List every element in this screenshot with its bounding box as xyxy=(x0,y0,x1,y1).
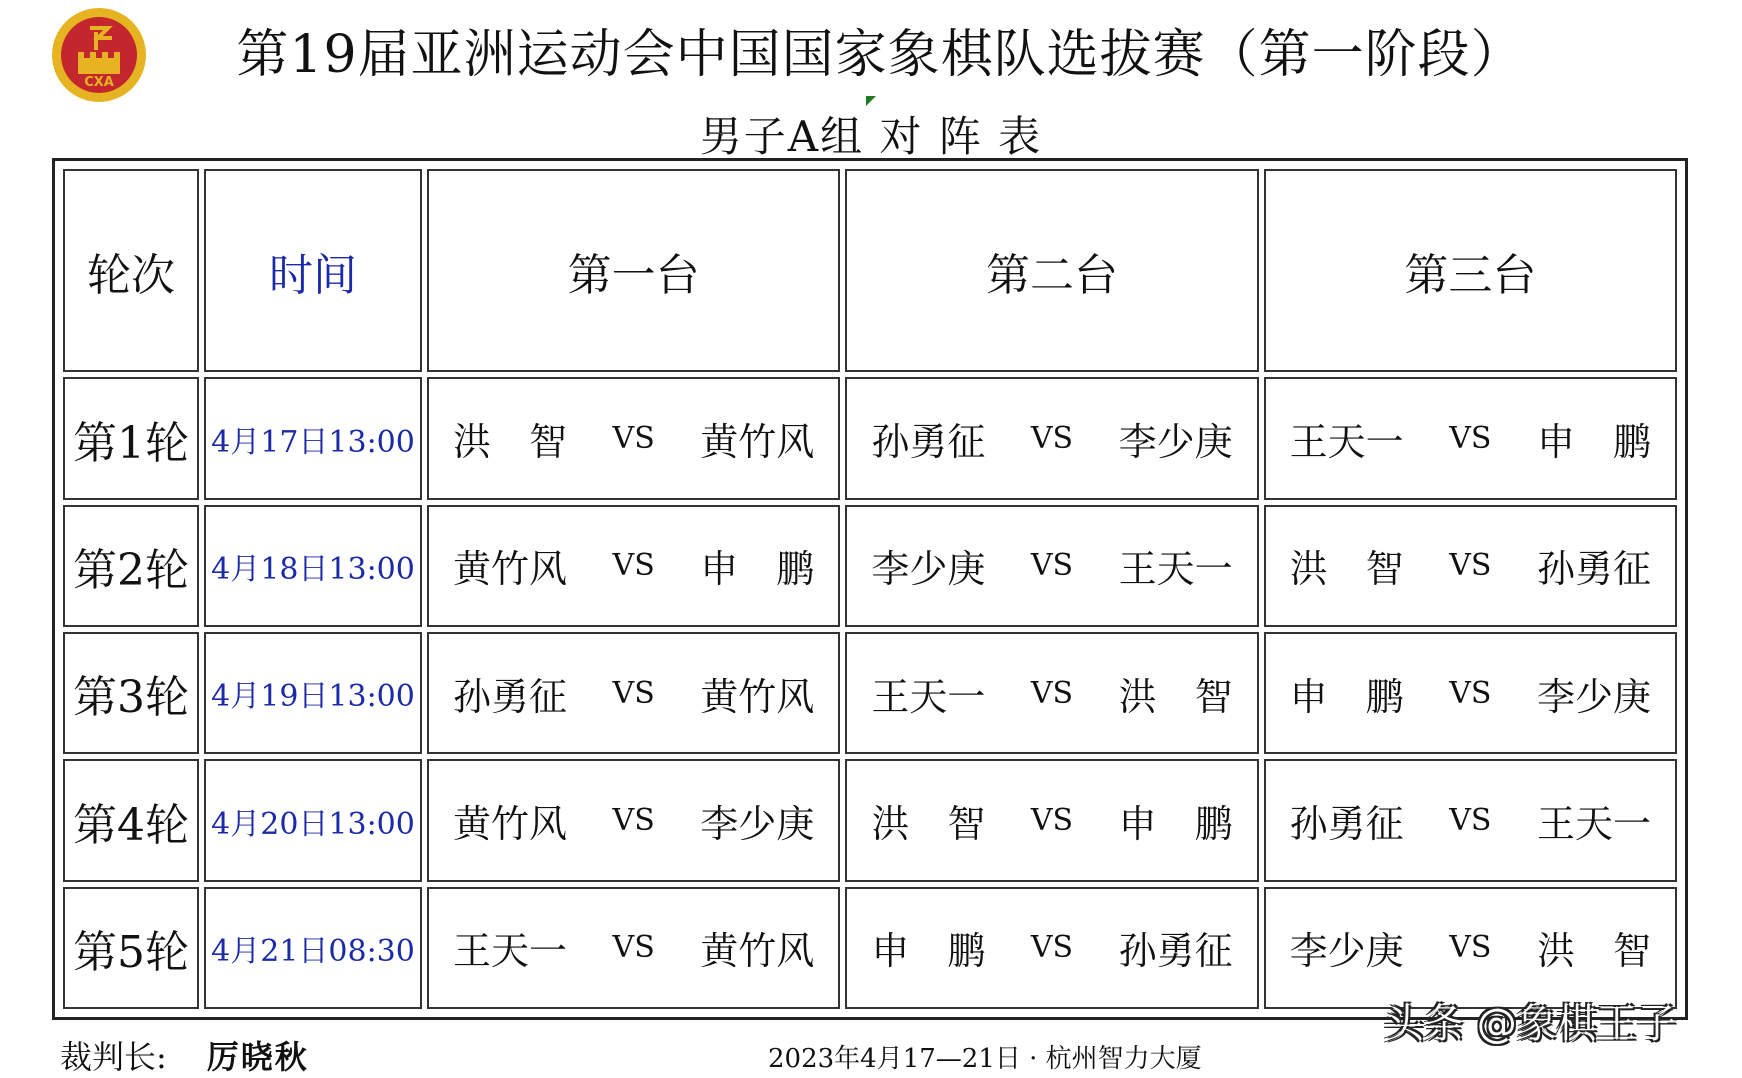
matchup xyxy=(429,920,838,975)
column-header-round: 轮次 xyxy=(63,169,199,372)
player-black: 王天一 xyxy=(1536,802,1651,847)
date-location: 2023年4月17—21日 · 杭州智力大厦 xyxy=(768,1044,1202,1074)
board2-cell xyxy=(845,887,1258,1009)
matchup xyxy=(1266,538,1675,593)
board3-cell xyxy=(1264,759,1677,881)
time-cell: 4月18日13:00 xyxy=(204,505,422,627)
watermark: 头条 @象棋王子 xyxy=(1384,1001,1677,1047)
board3-cell xyxy=(1264,632,1677,754)
cxa-logo xyxy=(50,6,148,104)
vs-label: VS xyxy=(1449,930,1492,966)
vs-label: VS xyxy=(1449,548,1492,584)
table-row xyxy=(63,505,1677,627)
player-black: 申 鹏 xyxy=(700,547,815,592)
table-header-row xyxy=(63,169,1677,372)
column-header-time: 时间 xyxy=(204,169,422,372)
player-red: 黄竹风 xyxy=(453,802,568,847)
player-black: 洪 智 xyxy=(1536,929,1651,974)
column-header-board2: 第二台 xyxy=(845,169,1258,372)
player-red: 洪 智 xyxy=(1289,547,1404,592)
player-red: 申 鹏 xyxy=(1289,674,1404,719)
board1-cell xyxy=(427,505,840,627)
player-red: 李少庚 xyxy=(871,547,986,592)
player-red: 黄竹风 xyxy=(453,547,568,592)
player-red: 王天一 xyxy=(1289,420,1404,465)
schedule-table xyxy=(58,164,1682,1014)
player-black: 黄竹风 xyxy=(700,420,815,465)
player-black: 李少庚 xyxy=(1536,674,1651,719)
player-black: 黄竹风 xyxy=(700,674,815,719)
time-cell: 4月17日13:00 xyxy=(204,377,422,499)
vs-label: VS xyxy=(1449,675,1492,711)
player-black: 申 鹏 xyxy=(1118,802,1233,847)
time-cell: 4月21日08:30 xyxy=(204,887,422,1009)
page-title: 第19届亚洲运动会中国国家象棋队选拔赛（第一阶段） xyxy=(236,25,1524,85)
time-cell: 4月20日13:00 xyxy=(204,759,422,881)
vs-label: VS xyxy=(612,675,655,711)
round-cell: 第3轮 xyxy=(63,632,199,754)
player-red: 孙勇征 xyxy=(453,674,568,719)
vs-label: VS xyxy=(612,930,655,966)
matchup xyxy=(847,793,1256,848)
page-subtitle: 男子A组 对 阵 表 xyxy=(699,112,1043,161)
referee-name: 厉晓秋 xyxy=(206,1038,309,1076)
vs-label: VS xyxy=(1030,803,1074,839)
board2-cell xyxy=(845,759,1258,881)
vs-label: VS xyxy=(1030,421,1074,457)
board1-cell xyxy=(427,887,840,1009)
vs-label: VS xyxy=(1030,930,1074,966)
matchup xyxy=(429,666,838,721)
board2-cell xyxy=(845,377,1258,499)
referee-line xyxy=(60,1032,309,1078)
player-red: 洪 智 xyxy=(871,802,986,847)
round-cell: 第1轮 xyxy=(63,377,199,499)
column-header-board3: 第三台 xyxy=(1264,169,1677,372)
vs-label: VS xyxy=(1449,421,1492,457)
table-row xyxy=(63,759,1677,881)
player-red: 孙勇征 xyxy=(871,420,986,465)
matchup xyxy=(1266,666,1675,721)
board2-cell xyxy=(845,632,1258,754)
column-header-board1: 第一台 xyxy=(427,169,840,372)
matchup xyxy=(429,411,838,466)
player-black: 申 鹏 xyxy=(1536,420,1651,465)
vs-label: VS xyxy=(612,548,655,584)
vs-label: VS xyxy=(1449,803,1492,839)
matchup xyxy=(1266,411,1675,466)
player-red: 王天一 xyxy=(453,929,568,974)
board1-cell xyxy=(427,377,840,499)
board1-cell xyxy=(427,632,840,754)
player-black: 王天一 xyxy=(1118,547,1233,592)
matchup xyxy=(429,538,838,593)
table-row xyxy=(63,632,1677,754)
player-black: 洪 智 xyxy=(1118,674,1233,719)
player-black: 黄竹风 xyxy=(700,929,815,974)
board3-cell xyxy=(1264,377,1677,499)
round-cell: 第2轮 xyxy=(63,505,199,627)
vs-label: VS xyxy=(612,803,655,839)
logo-text: CXA xyxy=(84,75,114,90)
matchup xyxy=(847,920,1256,975)
round-cell: 第5轮 xyxy=(63,887,199,1009)
player-red: 王天一 xyxy=(871,674,986,719)
board2-cell xyxy=(845,505,1258,627)
player-black: 李少庚 xyxy=(700,802,815,847)
vs-label: VS xyxy=(612,421,655,457)
board3-cell xyxy=(1264,505,1677,627)
schedule-table-frame xyxy=(52,158,1688,1020)
player-black: 李少庚 xyxy=(1118,420,1233,465)
table-row xyxy=(63,377,1677,499)
player-red: 申 鹏 xyxy=(871,929,986,974)
vs-label: VS xyxy=(1030,548,1074,584)
table-row xyxy=(63,887,1677,1009)
round-cell: 第4轮 xyxy=(63,759,199,881)
time-cell: 4月19日13:00 xyxy=(204,632,422,754)
matchup xyxy=(847,411,1256,466)
board1-cell xyxy=(427,759,840,881)
player-red: 李少庚 xyxy=(1289,929,1404,974)
matchup xyxy=(1266,920,1675,975)
player-red: 孙勇征 xyxy=(1289,802,1404,847)
matchup xyxy=(847,538,1256,593)
player-black: 孙勇征 xyxy=(1536,547,1651,592)
vs-label: VS xyxy=(1030,675,1074,711)
player-red: 洪 智 xyxy=(453,420,568,465)
board3-cell xyxy=(1264,887,1677,1009)
matchup xyxy=(429,793,838,848)
player-black: 孙勇征 xyxy=(1118,929,1233,974)
referee-label: 裁判长: xyxy=(60,1038,167,1076)
matchup xyxy=(847,666,1256,721)
matchup xyxy=(1266,793,1675,848)
